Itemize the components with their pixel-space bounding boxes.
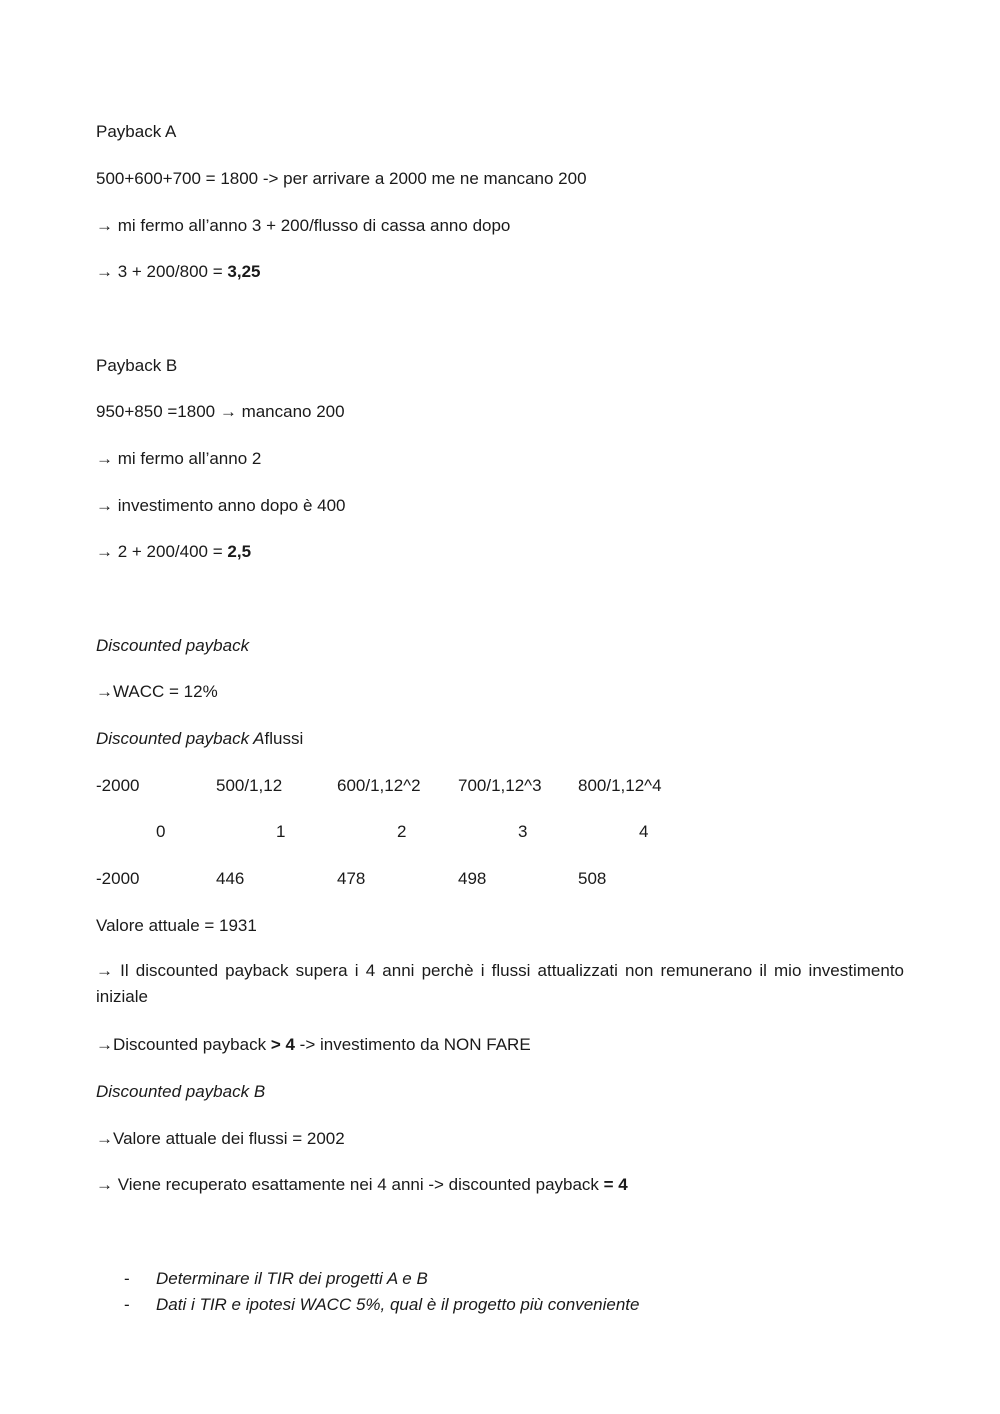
discounted-payback-b-title: Discounted payback B: [96, 1082, 266, 1101]
table-cell: 600/1,12^2: [337, 776, 421, 795]
task-text: Dati i TIR e ipotesi WACC 5%, qual è il progetto più conveniente: [156, 1295, 640, 1314]
table-cell: 3: [518, 822, 528, 841]
table-cell: 500/1,12: [216, 776, 283, 795]
discounted-payback-title: Discounted payback: [96, 636, 250, 655]
table-cell: 2: [397, 822, 407, 841]
conclusion-prefix: →Discounted payback: [96, 1035, 271, 1054]
list-dash: -: [124, 1269, 130, 1288]
conclusion-suffix: -> investimento da NON FARE: [294, 1035, 531, 1054]
payback-a-formula: → 3 + 200/800 =: [96, 262, 228, 281]
table-cell: 0: [156, 822, 166, 841]
table-cell: 800/1,12^4: [578, 776, 662, 795]
table-cell: 498: [458, 869, 487, 888]
payback-b-investment-line: → investimento anno dopo è 400: [96, 496, 346, 515]
payback-b-result-line: [96, 541, 251, 563]
payback-a-sum-line: 500+600+700 = 1800 -> per arrivare a 2000 me ne mancano 200: [96, 169, 587, 188]
table-cell: 446: [216, 869, 245, 888]
payback-b-formula: → 2 + 200/400 =: [96, 542, 228, 561]
task-text: Determinare il TIR dei progetti A e B: [156, 1269, 428, 1288]
discounted-payback-a-suffix: flussi: [264, 729, 304, 748]
payback-a-title: Payback A: [96, 122, 177, 141]
table-cell: 1: [276, 822, 286, 841]
conclusion-b-prefix: → Viene recuperato esattamente nei 4 anni -> discounted payback: [96, 1175, 604, 1194]
payback-b-result: 2,5: [227, 542, 252, 561]
payback-b-title: Payback B: [96, 356, 178, 375]
table-cell: 478: [337, 869, 366, 888]
payback-b-sum-line: 950+850 =1800 → mancano 200: [96, 402, 345, 421]
payback-b-stop-line: → mi fermo all’anno 2: [96, 449, 262, 468]
table-cell: 4: [639, 822, 649, 841]
payback-a-result: 3,25: [227, 262, 261, 281]
discounted-payback-a-conclusion: [96, 1034, 531, 1056]
payback-a-stop-line: → mi fermo all’anno 3 + 200/flusso di cassa anno dopo: [96, 216, 511, 235]
discounted-payback-b-conclusion: [96, 1174, 628, 1196]
table-cell: -2000: [96, 776, 140, 795]
list-dash: -: [124, 1295, 130, 1314]
discounted-payback-a-title: [96, 728, 303, 750]
valore-attuale-line: Valore attuale = 1931: [96, 916, 257, 935]
discounted-payback-a-label: Discounted payback A: [96, 729, 265, 748]
table-cell: 700/1,12^3: [458, 776, 542, 795]
wacc-line: →WACC = 12%: [96, 682, 218, 701]
discounted-payback-b-value-line: →Valore attuale dei flussi = 2002: [96, 1129, 345, 1148]
discounted-payback-note: → Il discounted payback supera i 4 anni perchè i flussi attualizzati non remunerano il mio investimento iniziale: [96, 961, 904, 1006]
conclusion-b-bold: = 4: [603, 1175, 628, 1194]
table-cell: 508: [578, 869, 607, 888]
table-cell: -2000: [96, 869, 140, 888]
payback-a-result-line: [96, 261, 260, 283]
conclusion-bold: > 4: [270, 1035, 295, 1054]
